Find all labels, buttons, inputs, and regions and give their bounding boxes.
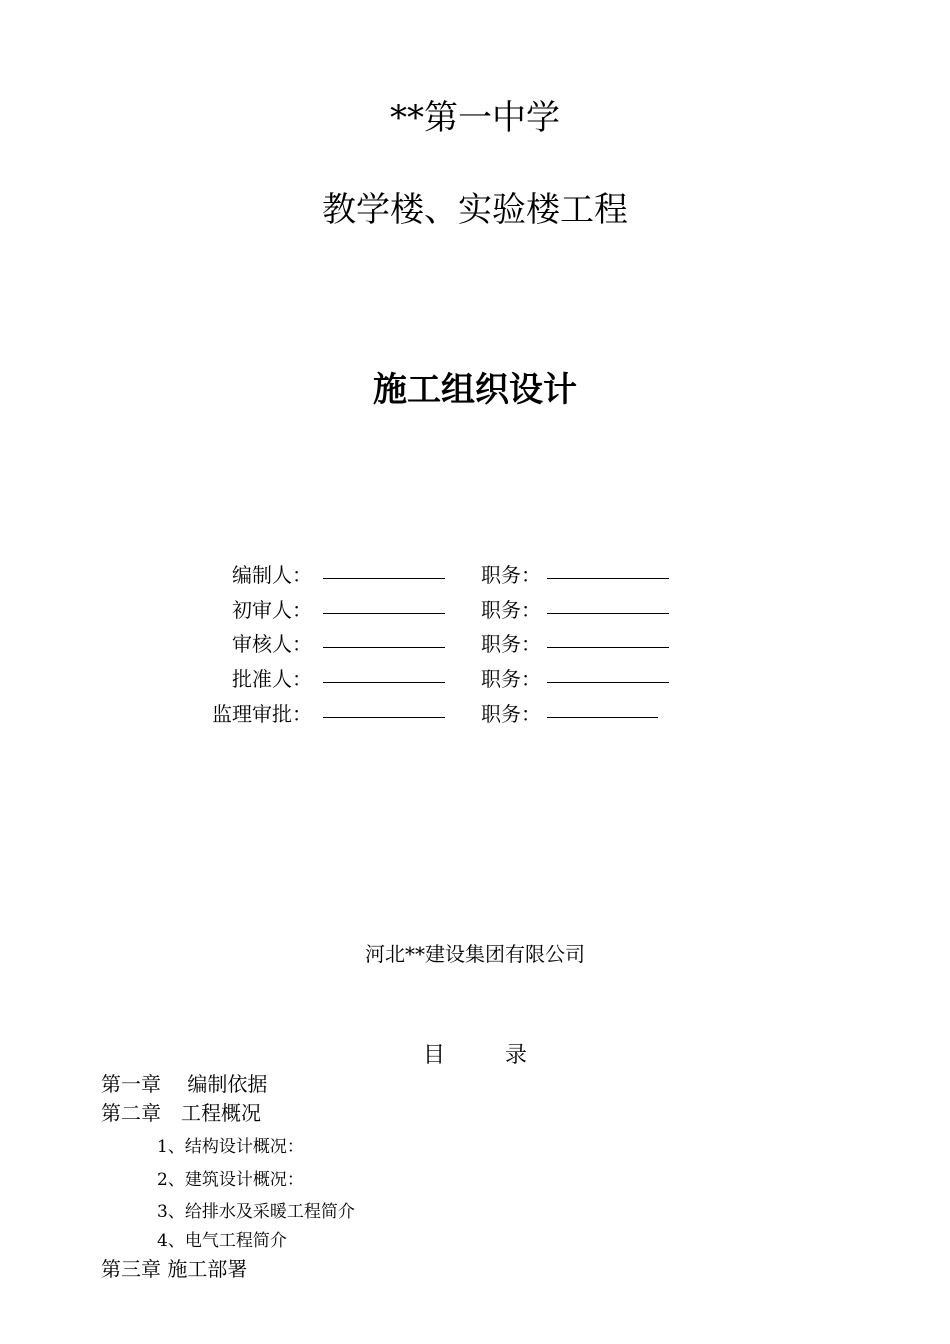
position-line bbox=[547, 578, 669, 579]
position-line bbox=[547, 717, 658, 718]
signature-role-label: 审核人： bbox=[232, 632, 312, 656]
toc-chapter[interactable]: 第三章 施工部署 bbox=[101, 1257, 248, 1281]
toc-section[interactable]: 1、结构设计概况： bbox=[157, 1137, 304, 1157]
toc-title bbox=[0, 1038, 950, 1069]
position-label: 职务： bbox=[481, 598, 541, 622]
toc-chapter[interactable]: 第一章 编制依据 bbox=[101, 1072, 268, 1096]
toc-section[interactable]: 2、建筑设计概况： bbox=[157, 1170, 304, 1190]
position-label: 职务： bbox=[481, 563, 541, 587]
position-label: 职务： bbox=[481, 702, 541, 726]
position-line bbox=[547, 682, 669, 683]
toc-section[interactable]: 3、给排水及采暖工程简介 bbox=[157, 1202, 355, 1222]
document-title: 施工组织设计 bbox=[373, 370, 577, 410]
position-label: 职务： bbox=[481, 632, 541, 656]
toc-section[interactable]: 4、电气工程简介 bbox=[157, 1231, 287, 1251]
toc-title-right: 录 bbox=[505, 1043, 528, 1068]
signature-line bbox=[323, 613, 445, 614]
position-line bbox=[547, 613, 669, 614]
signature-role-label: 批准人： bbox=[232, 667, 312, 691]
signature-line bbox=[323, 717, 445, 718]
position-line bbox=[547, 647, 669, 648]
signature-line bbox=[323, 578, 445, 579]
signature-role-label: 编制人： bbox=[232, 563, 312, 587]
toc-chapter[interactable]: 第二章 工程概况 bbox=[101, 1101, 261, 1125]
signature-role-label: 监理审批： bbox=[212, 702, 312, 726]
signature-line bbox=[323, 647, 445, 648]
signature-line bbox=[323, 682, 445, 683]
position-label: 职务： bbox=[481, 667, 541, 691]
company-name: 河北**建设集团有限公司 bbox=[365, 942, 585, 966]
signature-role-label: 初审人： bbox=[232, 598, 312, 622]
project-name: 教学楼、实验楼工程 bbox=[322, 190, 628, 230]
school-name: **第一中学 bbox=[390, 98, 560, 138]
toc-title-left: 目 bbox=[422, 1043, 445, 1068]
